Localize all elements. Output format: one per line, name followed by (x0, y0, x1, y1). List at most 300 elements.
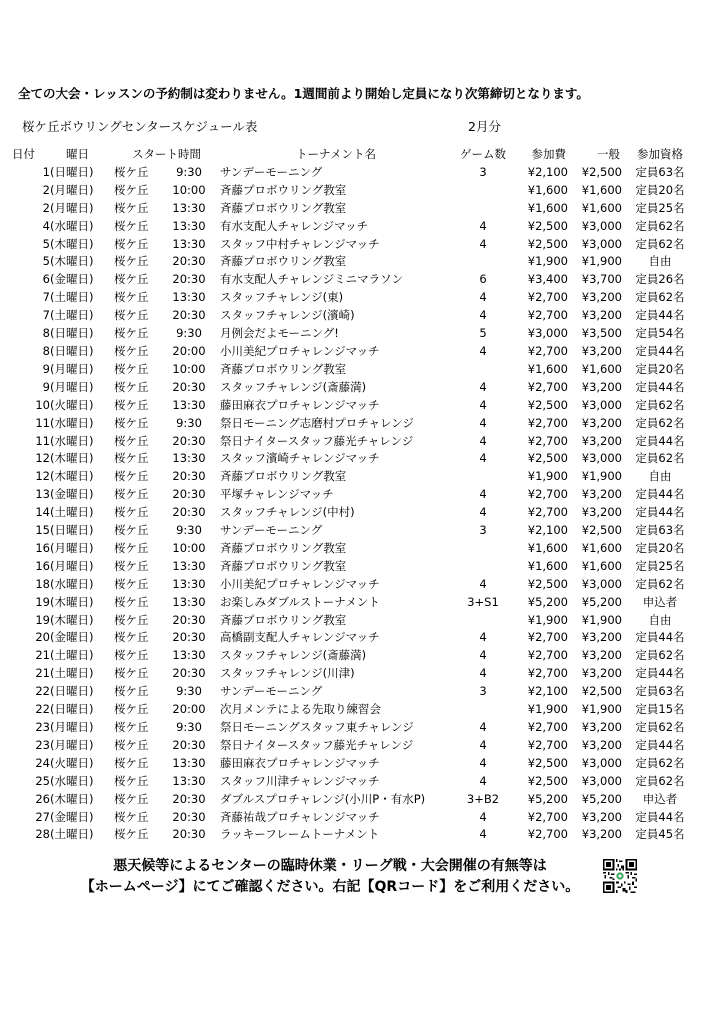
qualification-cell: 定員44名 (635, 433, 685, 448)
fee-cell: ¥2,500 (527, 755, 568, 770)
fee-cell: ¥2,700 (527, 666, 568, 681)
table-row (12, 665, 698, 683)
venue-cell: 桜ケ丘 (114, 737, 149, 752)
general-fee-cell: ¥5,200 (581, 791, 622, 806)
header-general: 一般 (597, 147, 620, 161)
games-cell: 4 (479, 415, 487, 430)
day-cell: 7 (42, 290, 50, 305)
table-row (12, 737, 698, 755)
start-time-cell: 13:30 (172, 218, 206, 233)
start-time-cell: 20:30 (172, 809, 206, 824)
weekday-cell: (木曜日) (50, 469, 94, 484)
games-cell: 4 (479, 630, 487, 645)
day-cell: 20 (35, 630, 50, 645)
tournament-name-cell: スタッフチャレンジ(斎藤満) (220, 379, 367, 394)
weekday-cell: (土曜日) (50, 290, 94, 305)
day-cell: 9 (42, 361, 50, 376)
games-cell: 4 (479, 576, 487, 591)
weekday-cell: (水曜日) (50, 576, 94, 591)
tournament-name-cell: 小川美紀プロチャレンジマッチ (220, 576, 380, 591)
qualification-cell: 定員44名 (635, 630, 685, 645)
start-time-cell: 13:30 (172, 576, 206, 591)
header-weekday: 曜日 (66, 147, 89, 161)
general-fee-cell: ¥3,700 (581, 272, 622, 287)
table-row (12, 504, 698, 522)
general-fee-cell: ¥2,500 (581, 523, 622, 538)
fee-cell: ¥5,200 (527, 594, 568, 609)
table-row (12, 647, 698, 665)
venue-cell: 桜ケ丘 (114, 827, 149, 842)
venue-cell: 桜ケ丘 (114, 612, 149, 627)
games-cell (460, 200, 506, 218)
qualification-cell: 自由 (648, 612, 672, 627)
day-cell: 2 (42, 182, 50, 197)
games-cell: 4 (479, 648, 487, 663)
weekday-cell: (火曜日) (50, 397, 94, 412)
fee-cell: ¥3,400 (527, 272, 568, 287)
venue-cell: 桜ケ丘 (114, 433, 149, 448)
tournament-name-cell: スタッフチャレンジ(濱崎) (220, 308, 355, 323)
footer-line-1: 悪天候等によるセンターの臨時休業・リーグ戦・大会開催の有無等は (113, 858, 547, 874)
venue-cell: 桜ケ丘 (114, 523, 149, 538)
tournament-name-cell: 高橋副支配人チャレンジマッチ (220, 630, 380, 645)
table-row (12, 361, 698, 379)
general-fee-cell: ¥3,200 (581, 648, 622, 663)
day-cell: 16 (35, 558, 50, 573)
weekday-cell: (木曜日) (50, 451, 94, 466)
games-cell: 4 (479, 290, 487, 305)
games-cell: 4 (479, 218, 487, 233)
header-qualification: 参加資格 (637, 147, 683, 161)
venue-cell: 桜ケ丘 (114, 415, 149, 430)
fee-cell: ¥2,700 (527, 308, 568, 323)
games-cell (460, 540, 506, 558)
qualification-cell: 定員44名 (635, 308, 685, 323)
weekday-cell: (土曜日) (50, 827, 94, 842)
day-cell: 5 (42, 254, 50, 269)
fee-cell: ¥2,700 (527, 737, 568, 752)
general-fee-cell: ¥1,600 (581, 540, 622, 555)
table-row (12, 325, 698, 343)
venue-cell: 桜ケ丘 (114, 379, 149, 394)
weekday-cell: (日曜日) (50, 523, 94, 538)
games-cell: 4 (479, 433, 487, 448)
tournament-name-cell: 斉藤プロボウリング教室 (220, 558, 347, 573)
start-time-cell: 13:30 (172, 755, 206, 770)
venue-cell: 桜ケ丘 (114, 755, 149, 770)
fee-cell: ¥2,700 (527, 415, 568, 430)
table-row (12, 450, 698, 468)
fee-cell: ¥2,500 (527, 218, 568, 233)
day-cell: 2 (42, 200, 50, 215)
day-cell: 11 (35, 415, 50, 430)
tournament-name-cell: スタッフチャレンジ(斎藤満) (220, 648, 367, 663)
day-cell: 12 (35, 469, 50, 484)
games-cell: 4 (479, 343, 487, 358)
qualification-cell: 定員62名 (635, 648, 685, 663)
header-games: ゲーム数 (460, 147, 506, 161)
fee-cell: ¥3,000 (527, 326, 568, 341)
games-cell: 4 (479, 308, 487, 323)
general-fee-cell: ¥1,900 (581, 469, 622, 484)
qualification-cell: 定員62名 (635, 773, 685, 788)
qualification-cell: 定員62名 (635, 415, 685, 430)
games-cell: 4 (479, 809, 487, 824)
fee-cell: ¥2,500 (527, 773, 568, 788)
qualification-cell: 定員20名 (635, 182, 685, 197)
reservation-notice: 全ての大会・レッスンの予約制は変わりません。1週間前より開始し定員になり次第締切となります。 (18, 86, 589, 101)
venue-cell: 桜ケ丘 (114, 540, 149, 555)
start-time-cell: 9:30 (176, 164, 202, 179)
tournament-name-cell: 有水支配人チャレンジマッチ (220, 218, 369, 233)
general-fee-cell: ¥3,200 (581, 343, 622, 358)
start-time-cell: 9:30 (176, 523, 202, 538)
weekday-cell: (金曜日) (50, 630, 94, 645)
games-cell: 3 (479, 684, 487, 699)
qualification-cell: 定員62名 (635, 218, 685, 233)
qualification-cell: 定員25名 (635, 558, 685, 573)
general-fee-cell: ¥3,000 (581, 755, 622, 770)
start-time-cell: 20:00 (172, 702, 206, 717)
fee-cell: ¥2,700 (527, 809, 568, 824)
venue-cell: 桜ケ丘 (114, 666, 149, 681)
day-cell: 4 (42, 218, 50, 233)
table-row (12, 182, 698, 200)
qualification-cell: 自由 (648, 469, 672, 484)
tournament-name-cell: スタッフチャレンジ(中村) (220, 505, 355, 520)
day-cell: 18 (35, 576, 50, 591)
day-cell: 23 (35, 737, 50, 752)
tournament-name-cell: 斉藤プロボウリング教室 (220, 540, 347, 555)
day-cell: 1 (42, 164, 50, 179)
qualification-cell: 定員20名 (635, 361, 685, 376)
tournament-name-cell: 斉藤プロボウリング教室 (220, 361, 347, 376)
venue-cell: 桜ケ丘 (114, 630, 149, 645)
weekday-cell: (土曜日) (50, 308, 94, 323)
table-row (12, 576, 698, 594)
day-cell: 11 (35, 433, 50, 448)
day-cell: 21 (35, 648, 50, 663)
qualification-cell: 定員62名 (635, 451, 685, 466)
games-cell (460, 558, 506, 576)
qr-code[interactable] (603, 859, 637, 893)
weekday-cell: (金曜日) (50, 272, 94, 287)
day-cell: 6 (42, 272, 50, 287)
fee-cell: ¥1,600 (527, 558, 568, 573)
games-cell (460, 182, 506, 200)
tournament-name-cell: 有水支配人チャレンジミニマラソン (220, 272, 404, 287)
start-time-cell: 20:30 (172, 272, 206, 287)
games-cell: 4 (479, 666, 487, 681)
start-time-cell: 10:00 (172, 540, 206, 555)
fee-cell: ¥2,700 (527, 433, 568, 448)
fee-cell: ¥1,600 (527, 361, 568, 376)
weekday-cell: (水曜日) (50, 433, 94, 448)
start-time-cell: 20:30 (172, 666, 206, 681)
weekday-cell: (水曜日) (50, 415, 94, 430)
table-row (12, 468, 698, 486)
start-time-cell: 10:00 (172, 182, 206, 197)
day-cell: 9 (42, 379, 50, 394)
weekday-cell: (日曜日) (50, 684, 94, 699)
qualification-cell: 申込者 (642, 594, 678, 609)
day-cell: 19 (35, 594, 50, 609)
start-time-cell: 13:30 (172, 290, 206, 305)
fee-cell: ¥2,700 (527, 720, 568, 734)
general-fee-cell: ¥2,500 (581, 164, 622, 179)
start-time-cell: 10:00 (172, 361, 206, 376)
fee-cell: ¥2,100 (527, 684, 568, 699)
venue-cell: 桜ケ丘 (114, 308, 149, 323)
general-fee-cell: ¥3,200 (581, 505, 622, 520)
fee-cell: ¥2,500 (527, 397, 568, 412)
table-row (12, 200, 698, 218)
venue-cell: 桜ケ丘 (114, 720, 149, 734)
tournament-name-cell: 斉藤プロボウリング教室 (220, 254, 347, 269)
table-row (12, 773, 698, 791)
general-fee-cell: ¥3,000 (581, 576, 622, 591)
games-cell: 3 (479, 164, 487, 179)
games-cell (460, 253, 506, 271)
general-fee-cell: ¥3,000 (581, 218, 622, 233)
games-cell (460, 361, 506, 379)
qualification-cell: 定員44名 (635, 737, 685, 752)
venue-cell: 桜ケ丘 (114, 773, 149, 788)
table-row (12, 826, 698, 844)
venue-cell: 桜ケ丘 (114, 469, 149, 484)
start-time-cell: 9:30 (176, 684, 202, 699)
general-fee-cell: ¥3,200 (581, 720, 622, 734)
table-row (12, 379, 698, 397)
tournament-name-cell: 斉藤プロボウリング教室 (220, 612, 347, 627)
start-time-cell: 20:30 (172, 379, 206, 394)
games-cell: 3+B2 (466, 791, 500, 806)
day-cell: 27 (35, 809, 50, 824)
day-cell: 21 (35, 666, 50, 681)
weekday-cell: (木曜日) (50, 612, 94, 627)
start-time-cell: 13:30 (172, 558, 206, 573)
start-time-cell: 20:30 (172, 469, 206, 484)
day-cell: 19 (35, 612, 50, 627)
qualification-cell: 定員44名 (635, 487, 685, 502)
start-time-cell: 13:30 (172, 648, 206, 663)
venue-cell: 桜ケ丘 (114, 558, 149, 573)
venue-cell: 桜ケ丘 (114, 505, 149, 520)
start-time-cell: 20:30 (172, 630, 206, 645)
fee-cell: ¥1,600 (527, 540, 568, 555)
day-cell: 14 (35, 505, 50, 520)
weekday-cell: (月曜日) (50, 540, 94, 555)
table-row (12, 164, 698, 182)
tournament-name-cell: スタッフチャレンジ(東) (220, 290, 344, 305)
fee-cell: ¥1,900 (527, 702, 568, 717)
schedule-table (12, 146, 698, 844)
weekday-cell: (日曜日) (50, 343, 94, 358)
tournament-name-cell: 小川美紀プロチャレンジマッチ (220, 343, 380, 358)
venue-cell: 桜ケ丘 (114, 272, 149, 287)
day-cell: 10 (35, 397, 50, 412)
table-row (12, 809, 698, 827)
venue-cell: 桜ケ丘 (114, 236, 149, 251)
day-cell: 28 (35, 827, 50, 842)
venue-cell: 桜ケ丘 (114, 182, 149, 197)
table-row (12, 522, 698, 540)
general-fee-cell: ¥3,200 (581, 827, 622, 842)
tournament-name-cell: サンデーモーニング (220, 523, 323, 538)
tournament-name-cell: 藤田麻衣プロチャレンジマッチ (220, 397, 380, 412)
games-cell: 4 (479, 397, 487, 412)
month-label: 2月分 (468, 119, 501, 134)
weekday-cell: (金曜日) (50, 809, 94, 824)
venue-cell: 桜ケ丘 (114, 361, 149, 376)
games-cell: 4 (479, 737, 487, 752)
fee-cell: ¥2,700 (527, 379, 568, 394)
start-time-cell: 20:30 (172, 308, 206, 323)
general-fee-cell: ¥3,200 (581, 737, 622, 752)
fee-cell: ¥1,900 (527, 612, 568, 627)
start-time-cell: 20:30 (172, 827, 206, 842)
fee-cell: ¥2,700 (527, 343, 568, 358)
general-fee-cell: ¥3,200 (581, 415, 622, 430)
games-cell: 4 (479, 487, 487, 502)
venue-cell: 桜ケ丘 (114, 218, 149, 233)
tournament-name-cell: 祭日ナイタースタッフ藤光チャレンジ (220, 737, 414, 752)
games-cell: 3+S1 (467, 594, 499, 609)
tournament-name-cell: 斉藤祐哉プロチャレンジマッチ (220, 809, 380, 824)
venue-cell: 桜ケ丘 (114, 648, 149, 663)
day-cell: 12 (35, 451, 50, 466)
venue-cell: 桜ケ丘 (114, 290, 149, 305)
tournament-name-cell: スタッフ川津チャレンジマッチ (220, 773, 380, 788)
games-cell: 4 (479, 755, 487, 770)
general-fee-cell: ¥3,200 (581, 290, 622, 305)
tournament-name-cell: 平塚チャレンジマッチ (220, 487, 334, 502)
venue-cell: 桜ケ丘 (114, 576, 149, 591)
start-time-cell: 9:30 (176, 415, 202, 430)
weekday-cell: (火曜日) (50, 755, 94, 770)
venue-cell: 桜ケ丘 (114, 164, 149, 179)
weekday-cell: (木曜日) (50, 791, 94, 806)
tournament-name-cell: 藤田麻衣プロチャレンジマッチ (220, 755, 380, 770)
table-row (12, 755, 698, 773)
venue-cell: 桜ケ丘 (114, 487, 149, 502)
header-day: 日付 (12, 147, 35, 161)
table-row (12, 486, 698, 504)
start-time-cell: 13:30 (172, 236, 206, 251)
start-time-cell: 9:30 (176, 326, 202, 341)
general-fee-cell: ¥1,600 (581, 558, 622, 573)
venue-cell: 桜ケ丘 (114, 809, 149, 824)
tournament-name-cell: 次月メンテによる先取り練習会 (220, 702, 381, 717)
header-fee: 参加費 (531, 147, 566, 161)
qualification-cell: 定員45名 (635, 827, 685, 842)
qualification-cell: 定員15名 (635, 702, 685, 717)
tournament-name-cell: 斉藤プロボウリング教室 (220, 200, 347, 215)
table-row (12, 594, 698, 612)
fee-cell: ¥2,700 (527, 487, 568, 502)
games-cell (460, 612, 506, 630)
qualification-cell: 定員62名 (635, 576, 685, 591)
fee-cell: ¥1,900 (527, 469, 568, 484)
tournament-name-cell: サンデーモーニング (220, 684, 323, 699)
qualification-cell: 定員62名 (635, 290, 685, 305)
venue-cell: 桜ケ丘 (114, 451, 149, 466)
general-fee-cell: ¥3,200 (581, 809, 622, 824)
qualification-cell: 定員44名 (635, 343, 685, 358)
table-row (12, 540, 698, 558)
qualification-cell: 定員63名 (635, 684, 685, 699)
venue-cell: 桜ケ丘 (114, 684, 149, 699)
fee-cell: ¥2,100 (527, 523, 568, 538)
start-time-cell: 13:30 (172, 594, 206, 609)
weekday-cell: (木曜日) (50, 594, 94, 609)
table-row (12, 271, 698, 289)
general-fee-cell: ¥3,200 (581, 308, 622, 323)
day-cell: 8 (42, 326, 50, 341)
weekday-cell: (月曜日) (50, 182, 94, 197)
weekday-cell: (月曜日) (50, 558, 94, 573)
general-fee-cell: ¥2,500 (581, 684, 622, 699)
start-time-cell: 20:30 (172, 254, 206, 269)
table-row (12, 415, 698, 433)
weekday-cell: (日曜日) (50, 326, 94, 341)
fee-cell: ¥2,100 (527, 164, 568, 179)
weekday-cell: (水曜日) (50, 218, 94, 233)
fee-cell: ¥1,600 (527, 200, 568, 215)
qualification-cell: 定員44名 (635, 379, 685, 394)
table-row (12, 612, 698, 630)
table-row (12, 253, 698, 271)
general-fee-cell: ¥5,200 (581, 594, 622, 609)
header-start-time: スタート時間 (132, 147, 201, 161)
general-fee-cell: ¥1,900 (581, 702, 622, 717)
table-row (12, 236, 698, 254)
start-time-cell: 20:00 (172, 343, 206, 358)
day-cell: 26 (35, 791, 50, 806)
fee-cell: ¥5,200 (527, 791, 568, 806)
games-cell (460, 468, 506, 486)
general-fee-cell: ¥1,900 (581, 612, 622, 627)
tournament-name-cell: サンデーモーニング (220, 164, 323, 179)
start-time-cell: 20:30 (172, 737, 206, 752)
day-cell: 13 (35, 487, 50, 502)
venue-cell: 桜ケ丘 (114, 326, 149, 341)
games-cell: 6 (479, 272, 487, 287)
day-cell: 24 (35, 755, 50, 770)
weekday-cell: (月曜日) (50, 361, 94, 376)
day-cell: 22 (35, 684, 50, 699)
table-row (12, 719, 698, 737)
games-cell: 4 (479, 236, 487, 251)
games-cell: 4 (479, 720, 487, 734)
general-fee-cell: ¥3,000 (581, 236, 622, 251)
start-time-cell: 13:30 (172, 451, 206, 466)
general-fee-cell: ¥1,600 (581, 361, 622, 376)
table-row (12, 218, 698, 236)
general-fee-cell: ¥3,500 (581, 326, 622, 341)
fee-cell: ¥2,700 (527, 827, 568, 842)
weekday-cell: (月曜日) (50, 200, 94, 215)
venue-cell: 桜ケ丘 (114, 791, 149, 806)
qualification-cell: 定員20名 (635, 540, 685, 555)
qualification-cell: 定員62名 (635, 397, 685, 412)
tournament-name-cell: 斉藤プロボウリング教室 (220, 469, 347, 484)
table-row (12, 343, 698, 361)
weekday-cell: (日曜日) (50, 164, 94, 179)
weekday-cell: (木曜日) (50, 254, 94, 269)
weekday-cell: (木曜日) (50, 236, 94, 251)
tournament-name-cell: スタッフ濱崎チャレンジマッチ (220, 451, 380, 466)
